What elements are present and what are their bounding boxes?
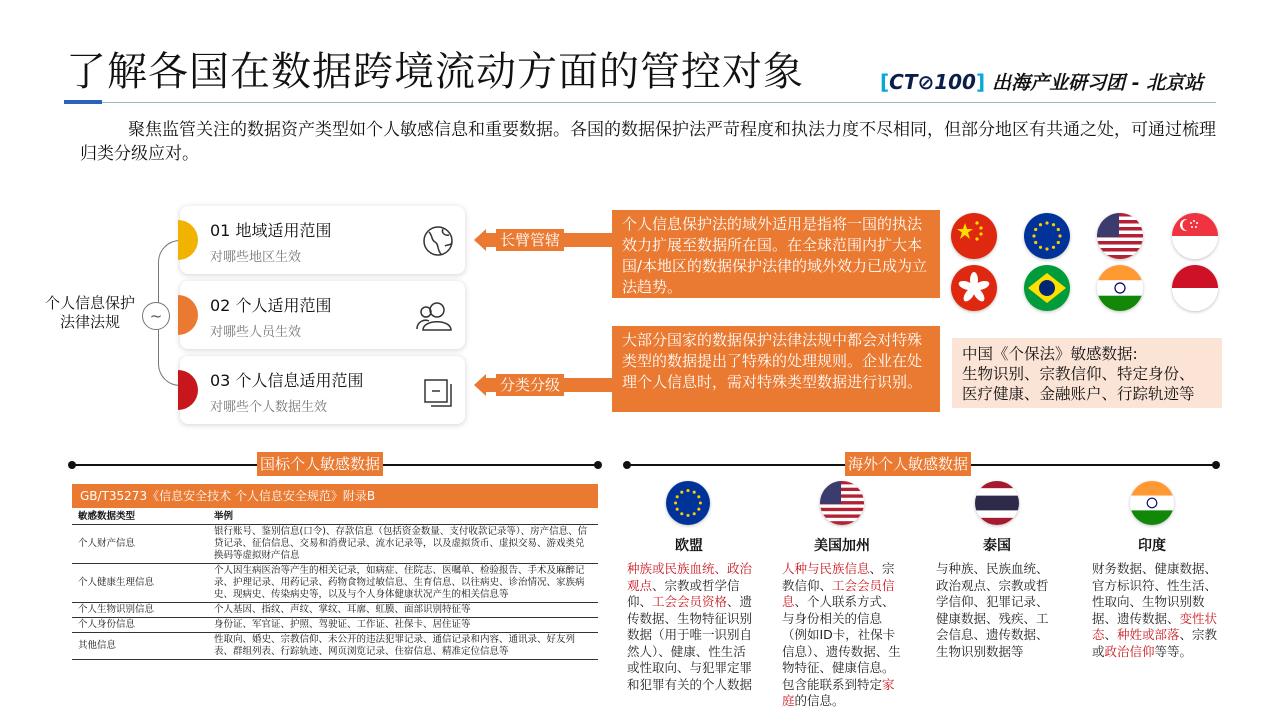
table-row: 个人健康生理信息 个人因生病医治等产生的相关记录，如病症、住院志、医嘱单、检验报告、手术及麻醉记录、护理记录、用药记录、药物食物过敏信息、生育信息、以往病史、诊治情况、家族病史、现病史、传染病史等，以及与个人身体健康状况产生的相关信息等 xyxy=(72,564,598,603)
scope-dot xyxy=(178,220,198,260)
region-text-part: 、宗教或 xyxy=(1092,627,1218,659)
brand-logo: [CT⊘100] 出海产业研习团 - 北京站 xyxy=(880,70,1204,94)
title-divider-accent xyxy=(64,100,102,104)
highlight-term: 政治信仰 xyxy=(1104,643,1155,659)
region-text-part: 、宗教或哲学信仰、 xyxy=(627,577,740,609)
highlight-term: 工会会员资格 xyxy=(652,594,728,609)
title-divider xyxy=(64,102,1216,103)
people-icon xyxy=(415,299,455,333)
highlight-term: 种姓或部落 xyxy=(1117,627,1180,642)
table-row: 其他信息 性取向、婚史、宗教信仰、未公开的违法犯罪记录、通信记录和内容、通讯录、好友列表、群组列表、行踪轨迹、网页浏览记录、住宿信息、精准定位信息等 xyxy=(72,633,598,660)
gb-sensitive-table xyxy=(72,510,598,660)
region-text-part: 等等。 xyxy=(1154,643,1193,659)
region-text-part: 、 xyxy=(1104,627,1118,642)
usa-flag xyxy=(1097,213,1143,259)
scope-card-person xyxy=(180,281,465,349)
region-name: 印度 xyxy=(1138,538,1166,554)
scope-title: 01 地域适用范围 xyxy=(210,221,332,240)
thailand-flag xyxy=(975,481,1019,525)
china-sensitive-data-box: 中国《个保法》敏感数据: 生物识别、宗教信仰、特定身份、 医疗健康、金融账户、行踪轨迹等 xyxy=(952,338,1222,408)
scope-card-region xyxy=(180,206,465,274)
page-title: 了解各国在数据跨境流动方面的管控对象 xyxy=(66,49,804,95)
section-dot xyxy=(594,461,602,469)
region-text-part: 的信息。 xyxy=(794,693,845,708)
gb-standard-header: GB/T35273《信息安全技术 个人信息安全规范》附录B xyxy=(72,484,598,508)
usa-flag xyxy=(820,481,864,525)
brand-subtitle: 出海产业研习团 - 北京站 xyxy=(992,72,1204,94)
region-text-part: 、遗传数据、生物特征识别数据（用于唯一识别自然人）、健康、性生活或性取向、与犯罪定罪和犯罪有关的个人数据 xyxy=(627,594,753,692)
eu-flag xyxy=(1024,213,1070,259)
scope-title: 03 个人信息适用范围 xyxy=(210,371,364,390)
region-name: 泰国 xyxy=(983,538,1011,554)
singapore-flag xyxy=(1172,213,1218,259)
indonesia-flag xyxy=(1172,265,1218,311)
region-text-part: 与种族、民族血统、政治观点、宗教或哲学信仰、犯罪记录、健康数据、残疾、工会信息、遗传数据、生物识别数据等 xyxy=(936,561,1049,659)
region-text xyxy=(627,561,753,693)
special-data-box: 大部分国家的数据保护法律法规中都会对特殊类型的数据提出了特殊的处理规则。企业在处理个人信息时，需对特殊类型数据进行识别。 xyxy=(612,326,940,412)
china-flag xyxy=(951,213,997,259)
classify-tag: 分类分级 xyxy=(474,374,614,396)
region-text-part: 、个人联系方式、与身份相关的信息（例如ID卡，社保卡信息）、遗传数据、生物特征、健康信息。包含能联系到特定 xyxy=(782,594,901,692)
india-flag xyxy=(1097,265,1143,311)
data-frame-icon xyxy=(421,374,455,408)
table-row: 个人身份信息 身份证、军官证、护照、驾驶证、工作证、社保卡、居住证等 xyxy=(72,618,598,633)
region-eu xyxy=(619,481,759,711)
highlight-term: 家庭 xyxy=(782,676,895,708)
region-text xyxy=(782,561,906,710)
globe-icon xyxy=(421,224,455,258)
region-india xyxy=(1082,481,1222,711)
highlight-term: 工会会员信息 xyxy=(782,577,895,609)
region-text xyxy=(1092,561,1222,660)
scope-title: 02 个人适用范围 xyxy=(210,296,332,315)
root-label: 个人信息保护法律法规 xyxy=(44,294,135,331)
intro-paragraph: 聚焦监管关注的数据资产类型如个人敏感信息和重要数据。各国的数据保护法严苛程度和执法力度不尽相同，但部分地区有共通之处，可通过梳理归类分级应对。 xyxy=(80,120,1216,164)
overseas-section-tag: 海外个人敏感数据 xyxy=(845,452,971,476)
domestic-section-tag: 国标个人敏感数据 xyxy=(257,452,383,476)
highlight-term: 变性状态 xyxy=(1092,610,1218,642)
table-row: 个人生物识别信息 个人基因、指纹、声纹、掌纹、耳廓、虹膜、面部识别特征等 xyxy=(72,603,598,618)
scope-card-data xyxy=(180,356,465,424)
highlight-term: 种族或民族血统、政治观点 xyxy=(627,561,753,593)
india-flag xyxy=(1130,481,1174,525)
region-thailand xyxy=(927,481,1067,711)
hongkong-flag xyxy=(951,265,997,311)
region-california xyxy=(772,481,912,711)
region-name: 欧盟 xyxy=(675,538,703,554)
brazil-flag xyxy=(1024,265,1070,311)
root-node-icon: ~ xyxy=(142,302,170,330)
long-arm-tag: 长臂管辖 xyxy=(474,229,614,251)
table-row: 个人财产信息 银行账号、鉴别信息(口令)、存款信息（包括资金数量、支付收款记录等）、房产信息、信贷记录、征信信息、交易和消费记录、流水记录等，以及虚拟货币、虚拟交易、游戏类兑换码等虚拟财产信息 xyxy=(72,525,598,564)
region-text-part: 、宗教信仰、 xyxy=(782,561,895,593)
scope-dot xyxy=(178,295,198,335)
region-name: 美国加州 xyxy=(814,538,870,554)
eu-flag xyxy=(666,481,710,525)
section-dot xyxy=(1212,461,1220,469)
column-header: 举例 xyxy=(208,510,598,525)
extraterritorial-box: 个人信息保护法的域外适用是指将一国的执法效力扩展至数据所在国。在全球范围内扩大本国/本地区的数据保护法律的域外效力已成为立法趋势。 xyxy=(612,210,940,298)
column-header: 敏感数据类型 xyxy=(72,510,208,525)
scope-subtitle: 对哪些人员生效 xyxy=(210,325,302,340)
scope-dot xyxy=(178,370,198,410)
scope-subtitle: 对哪些地区生效 xyxy=(210,250,302,265)
highlight-term: 人种与民族信息 xyxy=(782,561,870,576)
region-text-part: 财务数据、健康数据、官方标识符、性生活、性取向、生物识别数据、遗传数据、 xyxy=(1092,561,1218,626)
scope-subtitle: 对哪些个人数据生效 xyxy=(210,400,328,415)
region-text xyxy=(936,561,1060,660)
